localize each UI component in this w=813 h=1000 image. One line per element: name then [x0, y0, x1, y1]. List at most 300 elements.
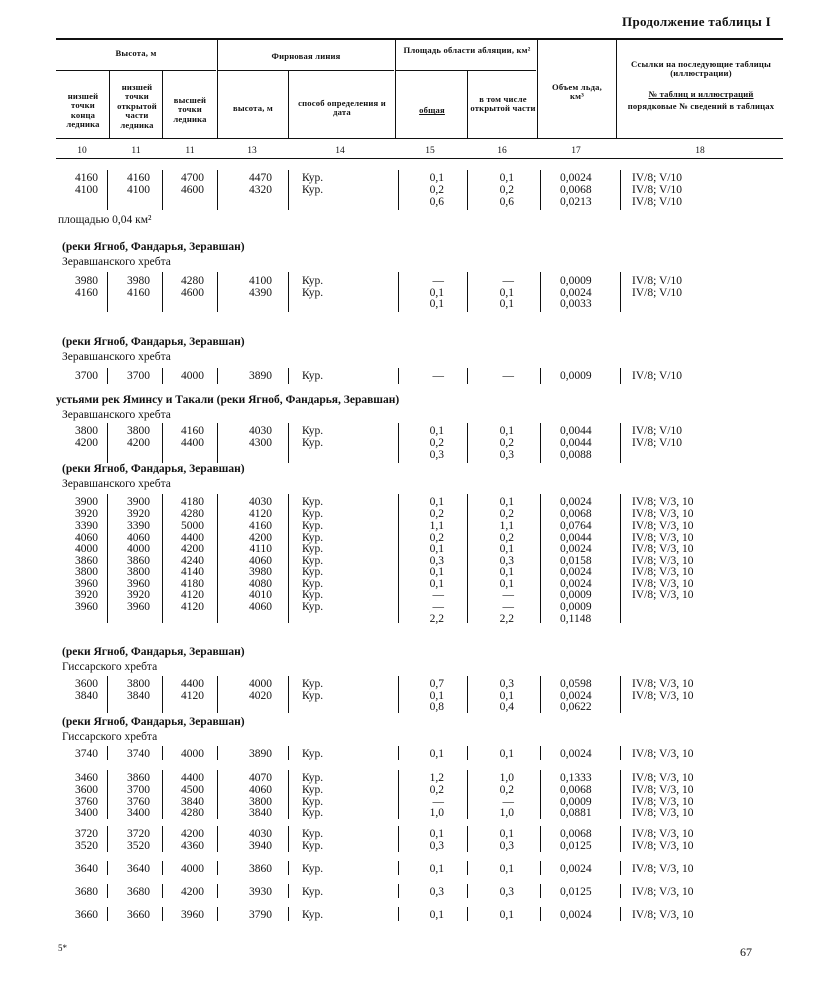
table-cell: 0,3: [429, 840, 444, 852]
column-separator: [620, 423, 621, 463]
column-separator: [467, 907, 468, 921]
column-number: 13: [247, 146, 257, 156]
table-cell: 1,0: [499, 807, 514, 819]
table-cell: 3890: [249, 370, 272, 382]
table-cell: —: [502, 370, 514, 382]
table-cell: Кур.: [302, 508, 324, 520]
section-heading: (реки Ягноб, Фандарья, Зеравшан): [62, 241, 245, 253]
table-cell: 3790: [249, 909, 272, 921]
page-number: 67: [740, 945, 752, 959]
column-separator: [107, 368, 108, 384]
section-heading: (реки Ягноб, Фандарья, Зеравшан): [62, 336, 245, 348]
table-cell: 0,1: [499, 828, 514, 840]
table-cell: 3700: [127, 370, 150, 382]
table-cell: 4470: [249, 172, 272, 184]
table-cell: 3700: [75, 370, 98, 382]
column-number: 18: [695, 146, 705, 156]
header-bottom-rule: [56, 158, 783, 159]
table-cell: Кур.: [302, 275, 324, 287]
column-separator: [107, 861, 108, 875]
table-cell: Кур.: [302, 909, 324, 921]
column-number: 10: [77, 146, 87, 156]
table-cell: 0,1: [499, 425, 514, 437]
table-cell: 4160: [181, 425, 204, 437]
table-cell: 0,1: [429, 496, 444, 508]
table-cell: 4010: [249, 589, 272, 601]
table-cell: IV/8; V/3, 10: [632, 520, 694, 532]
table-cell: IV/8; V/3, 10: [632, 784, 694, 796]
table-cell: 3460: [75, 772, 98, 784]
column-separator: [467, 272, 468, 312]
table-cell: 4280: [181, 807, 204, 819]
table-cell: 3900: [75, 496, 98, 508]
table-cell: 0,0068: [560, 184, 592, 196]
column-separator: [288, 884, 289, 898]
column-separator: [107, 494, 108, 623]
table-cell: 0,2: [499, 532, 514, 544]
table-cell: 0,1: [499, 690, 514, 702]
table-cell: 3720: [127, 828, 150, 840]
column-separator: [467, 884, 468, 898]
table-cell: IV/8; V/3, 10: [632, 828, 694, 840]
section-heading: устьями рек Яминсу и Такали (реки Ягноб, Фандарья, Зеравшан): [56, 394, 400, 406]
table-cell: Кур.: [302, 370, 324, 382]
table-cell: 0,0009: [560, 370, 592, 382]
column-number: 17: [571, 146, 581, 156]
column-separator: [288, 805, 289, 819]
column-separator: [162, 884, 163, 898]
table-cell: 3390: [127, 520, 150, 532]
table-cell: IV/8; V/3, 10: [632, 909, 694, 921]
column-separator: [398, 746, 399, 760]
column-separator: [162, 676, 163, 713]
column-separator: [288, 368, 289, 384]
column-separator: [288, 861, 289, 875]
table-cell: IV/8; V/3, 10: [632, 496, 694, 508]
table-cell: 0,0598: [560, 678, 592, 690]
column-separator: [467, 423, 468, 463]
column-number: 11: [131, 146, 141, 156]
table-cell: 0,0125: [560, 840, 592, 852]
table-cell: 1,1: [499, 520, 514, 532]
table-cell: IV/8; V/10: [632, 196, 682, 208]
table-cell: —: [432, 275, 444, 287]
column-separator: [162, 907, 163, 921]
table-cell: 3940: [249, 840, 272, 852]
table-cell: IV/8; V/10: [632, 172, 682, 184]
table-cell: 3400: [127, 807, 150, 819]
table-cell: 3660: [75, 909, 98, 921]
table-cell: 4600: [181, 184, 204, 196]
column-separator: [620, 368, 621, 384]
column-separator: [107, 676, 108, 713]
column-separator: [217, 170, 218, 210]
table-cell: IV/8; V/10: [632, 184, 682, 196]
table-cell: 0,1: [429, 543, 444, 555]
table-cell: IV/8; V/10: [632, 287, 682, 299]
table-cell: IV/8; V/3, 10: [632, 566, 694, 578]
table-cell: 4320: [249, 184, 272, 196]
column-separator: [107, 272, 108, 312]
table-cell: 0,0033: [560, 298, 592, 310]
section-subheading: Гиссарского хребта: [62, 661, 158, 673]
table-cell: 3800: [127, 678, 150, 690]
table-cell: 0,1: [429, 863, 444, 875]
table-cell: 3860: [127, 772, 150, 784]
table-cell: 4000: [181, 370, 204, 382]
table-cell: 4200: [181, 543, 204, 555]
table-cell: 2,2: [429, 613, 444, 625]
table-cell: 3960: [181, 909, 204, 921]
table-cell: 3520: [75, 840, 98, 852]
table-cell: 0,2: [499, 508, 514, 520]
header-divider: [109, 71, 110, 138]
table-cell: 4160: [127, 172, 150, 184]
table-cell: 4060: [249, 784, 272, 796]
signature-mark: 5*: [58, 943, 67, 953]
header-height-group: Высота, м: [115, 48, 157, 58]
table-cell: 4060: [75, 532, 98, 544]
table-cell: 4120: [249, 508, 272, 520]
table-cell: 4600: [181, 287, 204, 299]
table-cell: IV/8; V/3, 10: [632, 508, 694, 520]
column-separator: [288, 170, 289, 210]
column-separator: [217, 494, 218, 623]
table-cell: Кур.: [302, 437, 324, 449]
table-cell: 0,1: [429, 566, 444, 578]
column-separator: [398, 884, 399, 898]
table-cell: 4070: [249, 772, 272, 784]
table-cell: 0,0068: [560, 828, 592, 840]
column-separator: [540, 907, 541, 921]
table-cell: 0,1: [499, 863, 514, 875]
table-cell: Кур.: [302, 172, 324, 184]
header-ablation-total: общая: [419, 105, 445, 115]
table-cell: 4400: [181, 437, 204, 449]
table-cell: Кур.: [302, 784, 324, 796]
table-cell: 4400: [181, 772, 204, 784]
table-cell: —: [502, 589, 514, 601]
table-cell: 3980: [249, 566, 272, 578]
table-cell: 4000: [181, 863, 204, 875]
table-cell: 3920: [75, 508, 98, 520]
table-cell: 0,2: [429, 532, 444, 544]
table-cell: IV/8; V/10: [632, 370, 682, 382]
table-cell: 0,3: [429, 449, 444, 461]
table-cell: 0,0024: [560, 578, 592, 590]
table-cell: 4400: [181, 678, 204, 690]
table-cell: 4180: [181, 496, 204, 508]
table-cell: —: [502, 275, 514, 287]
column-separator: [540, 368, 541, 384]
header-ablation-rule: [396, 70, 536, 71]
column-number: 14: [335, 146, 345, 156]
table-cell: 1,0: [429, 807, 444, 819]
column-separator: [540, 170, 541, 210]
table-cell: IV/8; V/3, 10: [632, 807, 694, 819]
column-separator: [217, 423, 218, 463]
column-separator: [217, 676, 218, 713]
table-cell: 4160: [75, 172, 98, 184]
table-cell: 4100: [249, 275, 272, 287]
table-cell: Кур.: [302, 601, 324, 613]
table-cell: 4200: [249, 532, 272, 544]
column-separator: [107, 805, 108, 819]
column-separator: [398, 494, 399, 623]
table-cell: 0,0024: [560, 287, 592, 299]
table-cell: 0,2: [429, 437, 444, 449]
column-separator: [162, 423, 163, 463]
column-separator: [217, 907, 218, 921]
column-separator: [217, 746, 218, 760]
column-separator: [288, 494, 289, 623]
table-cell: 4200: [127, 437, 150, 449]
table-cell: Кур.: [302, 184, 324, 196]
table-cell: 4180: [181, 578, 204, 590]
table-cell: 0,0622: [560, 701, 592, 713]
table-cell: 0,1: [429, 287, 444, 299]
table-cell: IV/8; V/3, 10: [632, 863, 694, 875]
table-cell: 3400: [75, 807, 98, 819]
table-cell: 2,2: [499, 613, 514, 625]
column-separator: [107, 907, 108, 921]
table-cell: 1,2: [429, 772, 444, 784]
column-separator: [162, 494, 163, 623]
table-cell: 3960: [75, 578, 98, 590]
table-cell: 0,0024: [560, 909, 592, 921]
column-separator: [540, 884, 541, 898]
table-cell: Кур.: [302, 886, 324, 898]
table-cell: 0,1: [499, 566, 514, 578]
table-cell: 0,1: [429, 828, 444, 840]
header-refs-group: Ссылки на последующие таблицы (иллюстрации): [630, 59, 771, 79]
column-separator: [217, 838, 218, 852]
column-separator: [398, 170, 399, 210]
table-cell: Кур.: [302, 772, 324, 784]
table-cell: IV/8; V/3, 10: [632, 748, 694, 760]
header-refs-no: № таблиц и иллюстраций: [648, 89, 754, 99]
header-divider: [288, 71, 289, 138]
table-cell: 0,1: [429, 578, 444, 590]
table-cell: 3740: [75, 748, 98, 760]
header-firn-method: способ определения и дата: [298, 98, 386, 118]
table-cell: Кур.: [302, 520, 324, 532]
header-firn-rule: [218, 70, 394, 71]
table-cell: 3960: [127, 601, 150, 613]
column-separator: [540, 838, 541, 852]
table-cell: 4000: [127, 543, 150, 555]
table-cell: IV/8; V/3, 10: [632, 886, 694, 898]
column-separator: [398, 805, 399, 819]
table-cell: 0,2: [499, 437, 514, 449]
section-subheading: Гиссарского хребта: [62, 731, 158, 743]
column-separator: [620, 838, 621, 852]
table-cell: 3890: [249, 748, 272, 760]
table-cell: 3640: [127, 863, 150, 875]
table-cell: Кур.: [302, 678, 324, 690]
table-cell: 4360: [181, 840, 204, 852]
column-separator: [467, 746, 468, 760]
column-separator: [217, 368, 218, 384]
table-cell: 4120: [181, 589, 204, 601]
table-cell: Кур.: [302, 690, 324, 702]
column-separator: [540, 676, 541, 713]
table-cell: 3800: [249, 796, 272, 808]
column-separator: [540, 494, 541, 623]
table-cell: 3980: [127, 275, 150, 287]
table-cell: —: [432, 589, 444, 601]
section-subheading: Зеравшанского хребта: [62, 256, 171, 268]
table-cell: 3960: [127, 578, 150, 590]
table-cell: 0,2: [499, 184, 514, 196]
column-separator: [107, 838, 108, 852]
table-cell: 4060: [249, 555, 272, 567]
table-cell: 0,0024: [560, 496, 592, 508]
table-cell: 0,1: [429, 909, 444, 921]
table-cell: 3680: [75, 886, 98, 898]
table-cell: 0,0044: [560, 437, 592, 449]
header-divider: [162, 71, 163, 138]
column-separator: [288, 907, 289, 921]
table-cell: 4120: [181, 690, 204, 702]
table-cell: 4160: [75, 287, 98, 299]
table-cell: 0,0158: [560, 555, 592, 567]
column-separator: [620, 494, 621, 623]
table-cell: 4500: [181, 784, 204, 796]
header-divider: [616, 40, 617, 138]
header-refs-order: порядковые № сведений в таблицах: [627, 101, 775, 111]
table-cell: 3640: [75, 863, 98, 875]
table-cell: 0,1148: [560, 613, 592, 625]
table-cell: 4000: [249, 678, 272, 690]
column-separator: [162, 746, 163, 760]
column-separator: [467, 861, 468, 875]
table-cell: 0,0881: [560, 807, 592, 819]
section-heading: (реки Ягноб, Фандарья, Зеравшан): [62, 646, 245, 658]
table-cell: Кур.: [302, 543, 324, 555]
column-number: 11: [185, 146, 195, 156]
table-cell: 3740: [127, 748, 150, 760]
table-cell: 0,3: [429, 555, 444, 567]
section-subheading: Зеравшанского хребта: [62, 478, 171, 490]
column-number: 15: [425, 146, 435, 156]
table-cell: 0,0024: [560, 566, 592, 578]
column-separator: [540, 861, 541, 875]
table-cell: Кур.: [302, 578, 324, 590]
table-cell: IV/8; V/3, 10: [632, 690, 694, 702]
table-cell: 4200: [181, 886, 204, 898]
table-cell: 0,1: [499, 748, 514, 760]
table-cell: 4200: [181, 828, 204, 840]
table-cell: 4120: [181, 601, 204, 613]
column-separator: [540, 272, 541, 312]
table-cell: 4030: [249, 496, 272, 508]
table-cell: 3680: [127, 886, 150, 898]
column-separator: [398, 861, 399, 875]
column-separator: [162, 170, 163, 210]
table-cell: 3760: [127, 796, 150, 808]
table-cell: 3860: [127, 555, 150, 567]
table-cell: Кур.: [302, 807, 324, 819]
table-cell: 0,3: [499, 840, 514, 852]
table-cell: 4280: [181, 275, 204, 287]
table-cell: 0,0088: [560, 449, 592, 461]
header-highest: высшей точки ледника: [173, 95, 207, 124]
header-height-rule: [56, 70, 216, 71]
table-cell: 3840: [75, 690, 98, 702]
table-cell: 0,0009: [560, 275, 592, 287]
column-separator: [620, 676, 621, 713]
table-cell: 3860: [75, 555, 98, 567]
column-separator: [107, 746, 108, 760]
table-cell: 4030: [249, 425, 272, 437]
section-note: площадью 0,04 км²: [58, 214, 152, 226]
table-cell: 0,0009: [560, 601, 592, 613]
column-separator: [107, 423, 108, 463]
table-cell: 0,1: [499, 543, 514, 555]
table-cell: Кур.: [302, 287, 324, 299]
header-ice-volume: Объем льда, км³: [552, 82, 602, 102]
table-cell: 0,0009: [560, 796, 592, 808]
table-cell: 0,0024: [560, 748, 592, 760]
table-cell: IV/8; V/3, 10: [632, 532, 694, 544]
table-cell: 0,0024: [560, 690, 592, 702]
table-cell: 4140: [181, 566, 204, 578]
table-cell: IV/8; V/3, 10: [632, 678, 694, 690]
table-cell: 4700: [181, 172, 204, 184]
table-cell: 4000: [181, 748, 204, 760]
table-cell: 0,4: [499, 701, 514, 713]
table-cell: 0,1: [429, 298, 444, 310]
table-cell: IV/8; V/10: [632, 425, 682, 437]
column-separator: [467, 170, 468, 210]
column-separator: [162, 368, 163, 384]
header-firn-group: Фирновая линия: [271, 51, 341, 61]
table-cell: —: [502, 796, 514, 808]
table-cell: 4030: [249, 828, 272, 840]
table-cell: 0,1: [429, 425, 444, 437]
table-cell: IV/8; V/3, 10: [632, 840, 694, 852]
column-separator: [467, 494, 468, 623]
table-cell: Кур.: [302, 748, 324, 760]
table-cell: 0,0068: [560, 784, 592, 796]
table-cell: IV/8; V/3, 10: [632, 578, 694, 590]
table-cell: IV/8; V/3, 10: [632, 543, 694, 555]
table-cell: 1,1: [429, 520, 444, 532]
column-separator: [162, 861, 163, 875]
header-divider: [395, 40, 396, 138]
column-separator: [467, 805, 468, 819]
table-cell: 4300: [249, 437, 272, 449]
table-cell: 0,0125: [560, 886, 592, 898]
table-cell: 3600: [75, 784, 98, 796]
column-separator: [540, 423, 541, 463]
table-cell: 0,2: [429, 784, 444, 796]
table-cell: Кур.: [302, 840, 324, 852]
table-cell: 4020: [249, 690, 272, 702]
header-lowest-end: низшей точки конца ледника: [66, 91, 100, 130]
column-separator: [467, 368, 468, 384]
table-cell: 3700: [127, 784, 150, 796]
table-cell: 3390: [75, 520, 98, 532]
table-cell: 0,2: [429, 508, 444, 520]
column-separator: [288, 838, 289, 852]
table-cell: 0,1: [499, 298, 514, 310]
table-cell: 0,0024: [560, 172, 592, 184]
table-cell: 0,0044: [560, 425, 592, 437]
column-separator: [162, 838, 163, 852]
table-cell: 4060: [127, 532, 150, 544]
